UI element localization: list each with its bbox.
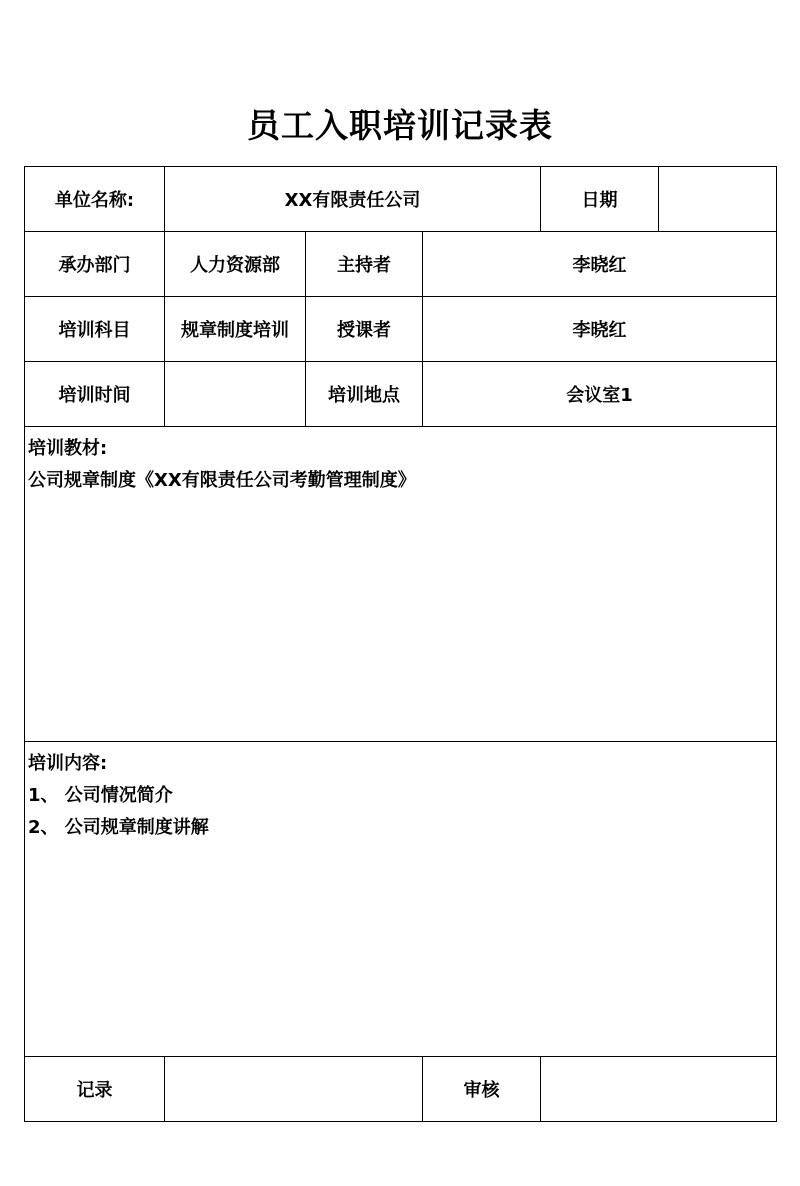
subject-value[interactable]: 规章制度培训 bbox=[165, 297, 306, 362]
record-label: 记录 bbox=[25, 1057, 165, 1122]
content-label: 培训内容: bbox=[28, 753, 108, 774]
lecturer-value[interactable]: 李晓红 bbox=[423, 297, 777, 362]
form-row-dept bbox=[25, 232, 777, 297]
time-value[interactable] bbox=[165, 362, 306, 427]
materials-cell[interactable] bbox=[25, 427, 777, 742]
materials-label: 培训教材: bbox=[28, 438, 108, 459]
host-label: 主持者 bbox=[306, 232, 423, 297]
date-value[interactable] bbox=[659, 167, 777, 232]
review-label: 审核 bbox=[423, 1057, 541, 1122]
location-value[interactable]: 会议室1 bbox=[423, 362, 777, 427]
form-row-time bbox=[25, 362, 777, 427]
training-record-form bbox=[24, 166, 777, 1122]
content-item: 2、 公司规章制度讲解 bbox=[28, 817, 209, 838]
dept-value[interactable]: 人力资源部 bbox=[165, 232, 306, 297]
unit-value[interactable]: XX有限责任公司 bbox=[165, 167, 541, 232]
location-label: 培训地点 bbox=[306, 362, 423, 427]
date-label: 日期 bbox=[541, 167, 659, 232]
content-cell[interactable] bbox=[25, 742, 777, 1057]
content-item: 1、 公司情况简介 bbox=[28, 785, 173, 806]
page-title: 员工入职培训记录表 bbox=[247, 106, 553, 145]
form-row-unit bbox=[25, 167, 777, 232]
dept-label: 承办部门 bbox=[25, 232, 165, 297]
form-row-record bbox=[25, 1057, 777, 1122]
form-row-subject bbox=[25, 297, 777, 362]
form-row-content bbox=[25, 742, 777, 1057]
unit-label: 单位名称: bbox=[25, 167, 165, 232]
lecturer-label: 授课者 bbox=[306, 297, 423, 362]
form-row-materials bbox=[25, 427, 777, 742]
time-label: 培训时间 bbox=[25, 362, 165, 427]
subject-label: 培训科目 bbox=[25, 297, 165, 362]
host-value[interactable]: 李晓红 bbox=[423, 232, 777, 297]
review-value[interactable] bbox=[541, 1057, 777, 1122]
materials-value: 公司规章制度《XX有限责任公司考勤管理制度》 bbox=[28, 470, 416, 491]
record-value[interactable] bbox=[165, 1057, 423, 1122]
